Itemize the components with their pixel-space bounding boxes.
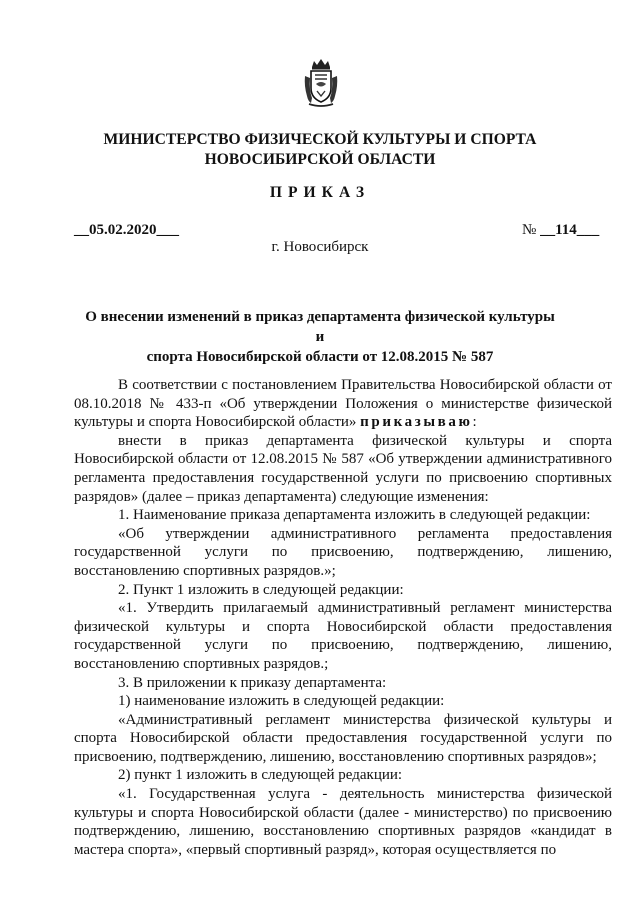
body-paragraph: 1) наименование изложить в следующей редакции: xyxy=(118,693,445,710)
body-paragraph: 2) пункт 1 изложить в следующей редакции: xyxy=(118,767,403,784)
body-paragraph: 2. Пункт 1 изложить в следующей редакции: xyxy=(118,581,404,598)
body-paragraph: «Об утверждении административного регламента предоставления государственной услуги по присвоению, подтверждению, лишению, восстановлению спортивных разрядов.»; xyxy=(74,525,612,579)
body-paragraph: 3. В приложении к приказу департамента: xyxy=(118,674,387,691)
order-date: __05.02.2020___ xyxy=(74,222,179,238)
number-value: __114___ xyxy=(540,222,600,238)
body-paragraph: внести в приказ департамента физической культуры и спорта Новосибирской области от 12.08.2015 № 587 «Об утверждении административного регламента предоставления государственной услуги по присвоению спортивных разрядов» (далее – приказ департамента) следующие изменения: xyxy=(74,432,612,505)
ministry-title-line-2: НОВОСИБИРСКОЙ ОБЛАСТИ xyxy=(204,151,436,168)
body-paragraph: «1. Государственная услуга - деятельность министерства физической культуры и спорта Новосибирской области (далее - министерство) по присвоению подтверждению, лишению, восстановлению спортивных разрядов «кандидат в мастера спорта», «первый спортивный разряд», которая осуществляется по xyxy=(74,786,612,858)
city: г. Новосибирск xyxy=(271,239,369,255)
coat-of-arms-icon xyxy=(303,58,339,108)
document-type: ПРИКАЗ xyxy=(269,184,371,201)
number-sign: № xyxy=(522,222,537,238)
ministry-title xyxy=(60,130,580,170)
order-body xyxy=(74,376,612,859)
preamble-paragraph xyxy=(74,376,612,432)
body-paragraph: «Административный регламент министерства физической культуры и спорта Новосибирской области предоставления государственной услуги по присвоению, подтверждению, лишению, восстановлению спортивных разрядов»; xyxy=(74,711,612,765)
order-subject-line-2: спорта Новосибирской области от 12.08.2015 № 587 xyxy=(146,349,494,365)
body-paragraph: «1. Утвердить прилагаемый административный регламент министерства физической культуры и спорта Новосибирской области предоставления государственной услуги по присвоению, подтверждению, лишению, восстановлению спортивных разрядов.; xyxy=(74,600,612,672)
body-paragraph: 1. Наименование приказа департамента изложить в следующей редакции: xyxy=(118,507,591,524)
order-keyword: приказываю xyxy=(360,414,473,431)
order-subject xyxy=(80,307,560,367)
order-subject-line-1: О внесении изменений в приказ департамента физической культуры и xyxy=(85,309,555,345)
preamble-colon: : xyxy=(472,414,477,431)
preamble-text: В соответствии с постановлением Правительства Новосибирской области от 08.10.2018 № 433-п «Об утверждении Положения о министерстве физической культуры и спорта Новосибирской области» xyxy=(74,377,612,431)
ministry-title-line-1: МИНИСТЕРСТВО ФИЗИЧЕСКОЙ КУЛЬТУРЫ И СПОРТА xyxy=(103,131,537,148)
